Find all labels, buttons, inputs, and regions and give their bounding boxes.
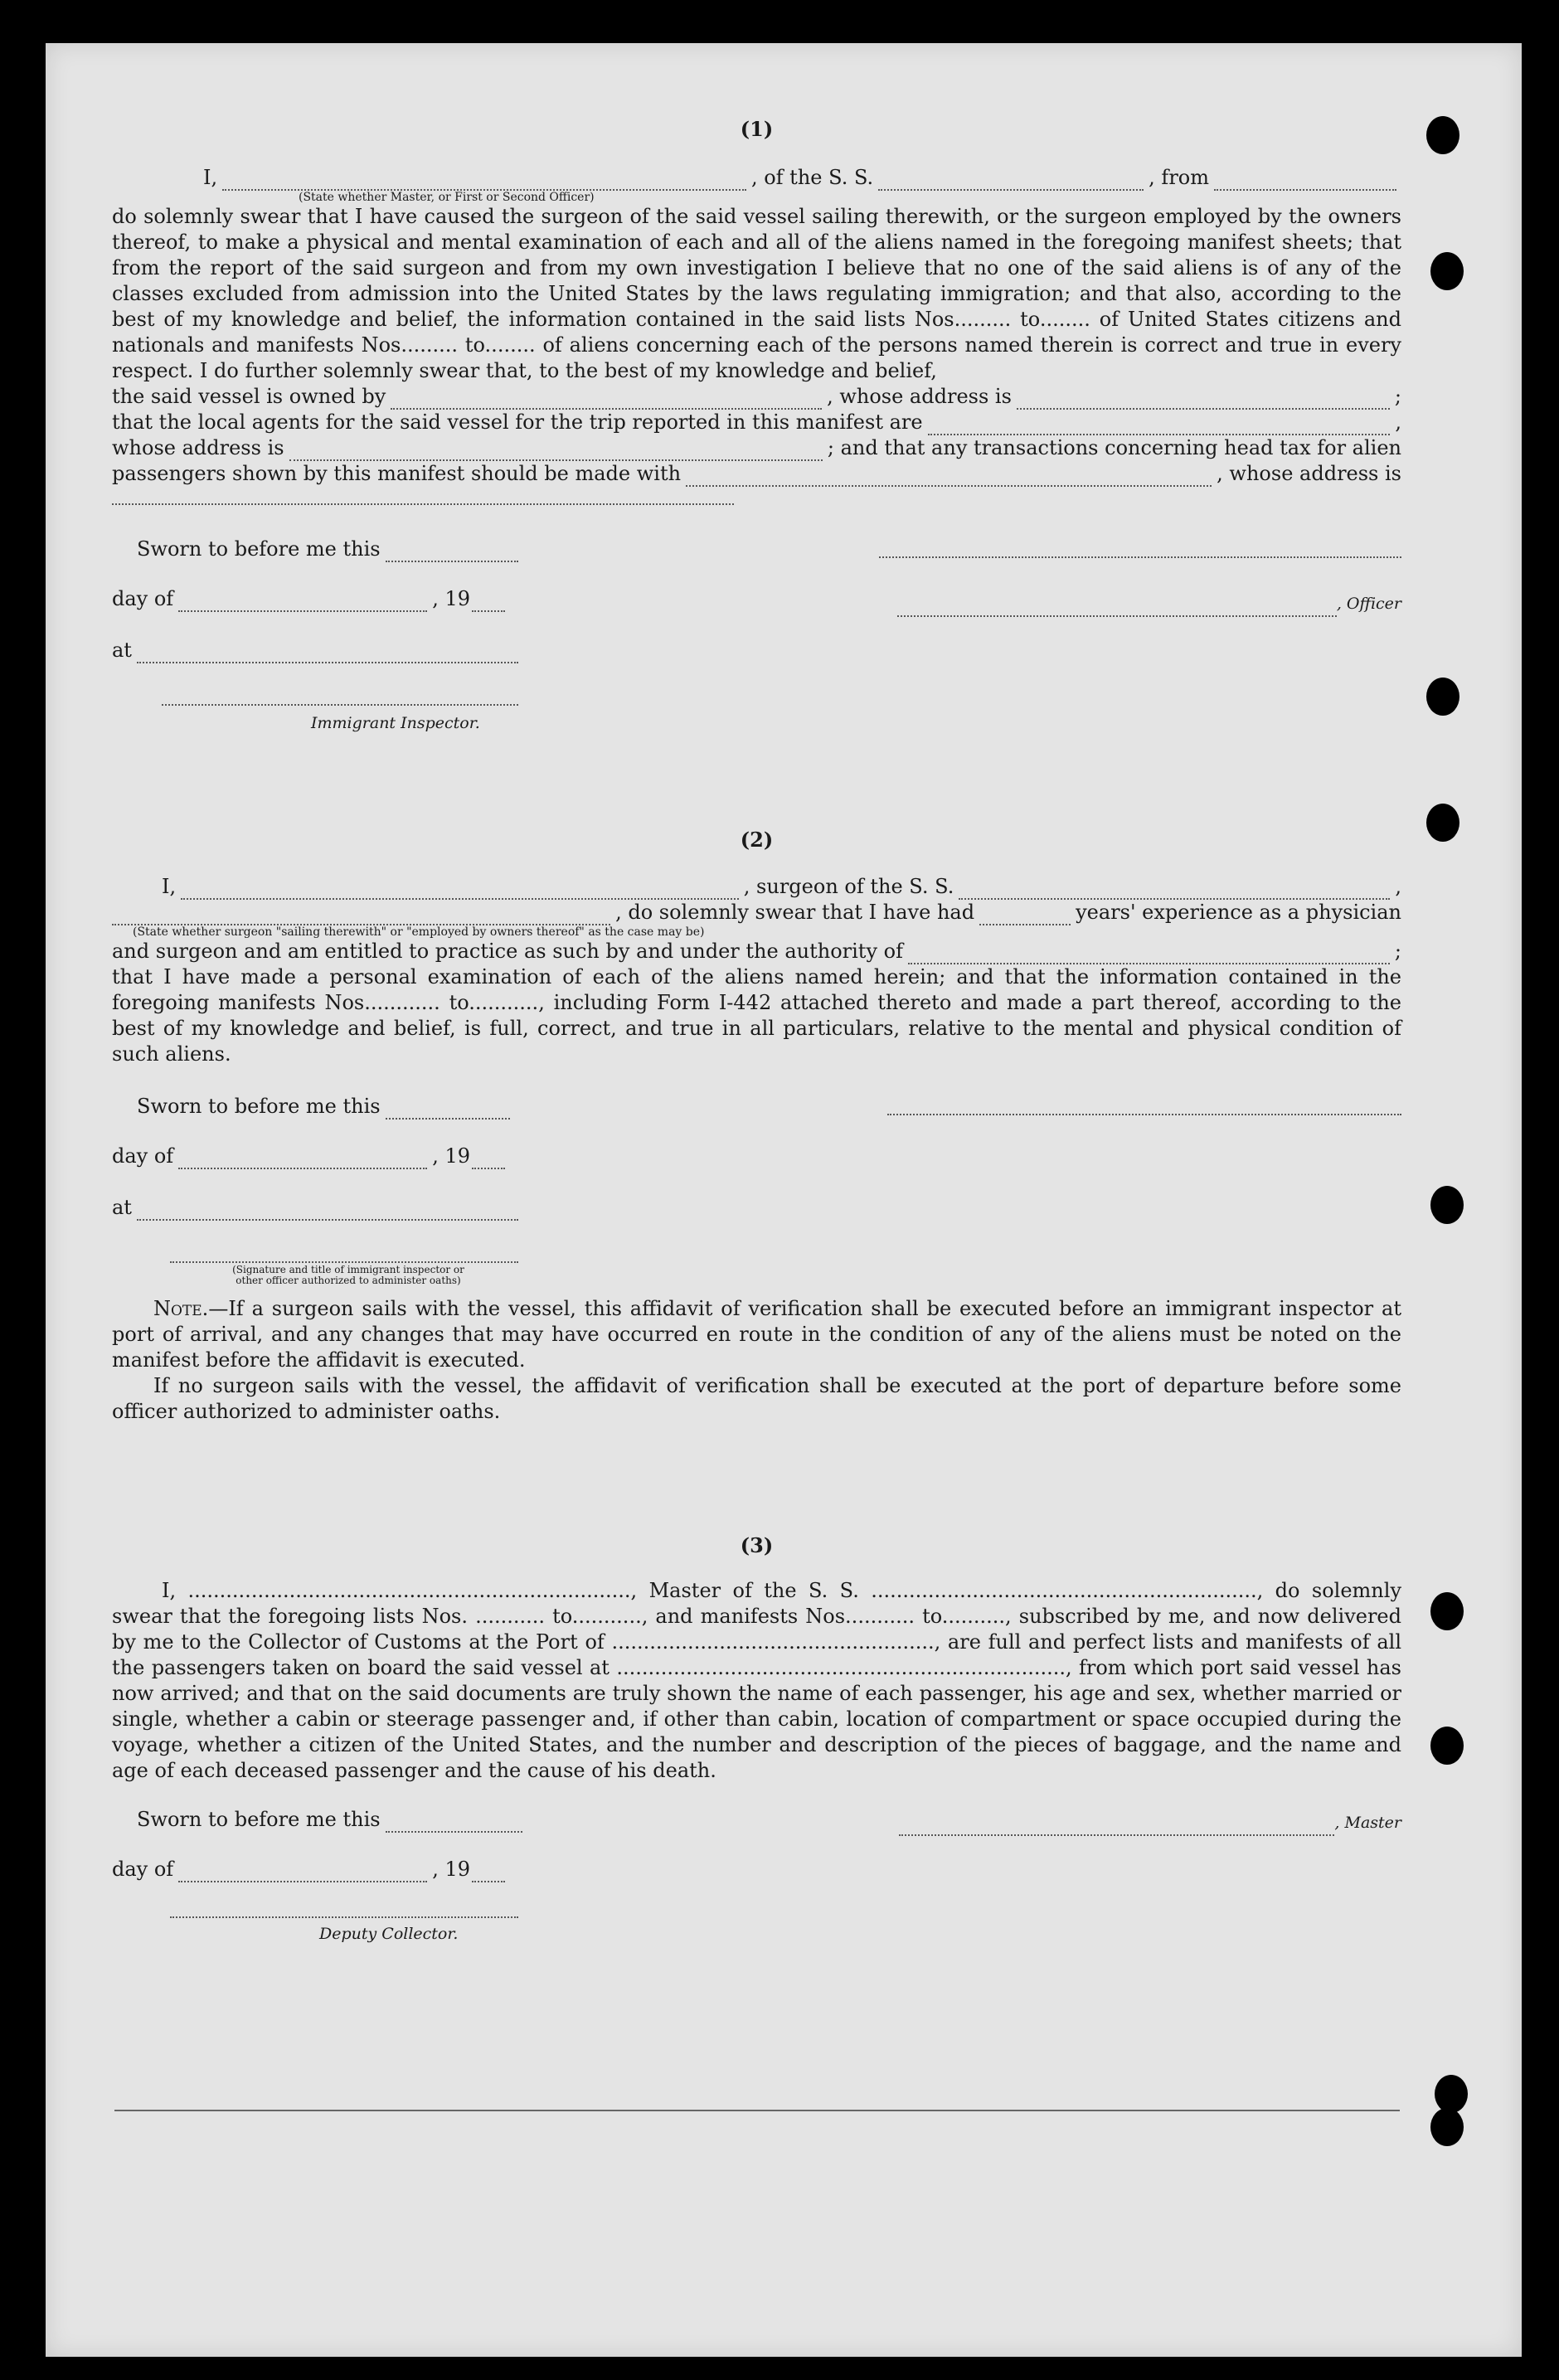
- section-1-line-1: I, , of the S. S. , from: [112, 165, 1401, 191]
- punch-hole: [1426, 804, 1459, 842]
- inspector-label: Immigrant Inspector.: [311, 714, 480, 732]
- punch-hole: [1430, 1727, 1464, 1765]
- sworn-day-field[interactable]: [386, 1101, 510, 1120]
- form-content: (1) I, , of the S. S. , from (State whether Master, or First or Second Officer) do solemnly swear that I have caused the surgeon of the said vessel sailing therewith, or the surgeon employed by the owners thereof, to make a physical and mental examination of each and all of the aliens named in the foregoing manifest sheets; that from the report of the said surgeon and from my own investigation I believe that no one of the said aliens is of any of the classes excluded from admission into the United States by the laws regulating immigration; and that also, according to the best of my knowledge and belief, the information contained in the said lists Nos......... to........ of United States citizens and nationals and manifests Nos......... to........ of aliens concerning each of the persons named therein is correct and true in every respect. I do further solemnly swear that, to the best of my knowledge and belief, the said vessel is owned by , whose address is ; that the local agents for the said vessel for the trip reported in this manifest are , whose address is ; and that any transactions concerning head tax for alien passengers shown by this manifest should be made with , whose address is Sworn to before me this day of , 19 at Immigrant Inspector. , Officer (2) I, , surgeon of the S. S. , , do solemnly swear that I have had years' experience as a physician (State whether surgeon "sailing therewith" or "employed by owners thereof" as the case may be) and surgeon and am entitled to practice as such by and under the authority of ; that I have made a personal examination of each of the aliens named herein; and that the information contained in the foregoing manifests Nos............ to..........., including Form I-442 attached thereto and made a part thereof, according to the best of my knowledge and belief, is full, correct, and true in all particulars, relative to the mental and physical condition of such aliens. Sworn to before me this day of , 19 at (Signature and title of immigrant inspector or other officer authorized to administer oaths) Note.—If a surgeon sails with the vessel, this affidavit of verification shall be executed before an immigrant inspector at port of arrival, and any changes that may have occurred en route in the condition of any of the aliens must be noted on the manifest before the affidavit is executed. If no surgeon sails with the vessel, the affidavit of verification shall be executed at the port of departure before some officer authorized to administer oaths. (3) I, ......................................................................, Master of the S. S. ............................................................., do solemnly swear that the foregoing lists Nos. ........... to..........., and manifests Nos........... to.........., subscribed by me, and now delivered by me to the Collector of Customs at the Port of ..................................................., are full and perfect lists and manifests of all the passengers taken on board the said vessel at ......................................................................., from which port said vessel has now arrived; and that on the said documents are truly shown the name of each passenger, his age and sex, whether married or single, whether a cabin or steerage passenger and, if other than cabin, location of compartment or space occupied during the voyage, whether a citizen of the United States, and the number and description of the pieces of baggage, and the name and age of each deceased passenger and the cause of his death. Sworn to before me this , Master day of , 19 Deputy Collector.: [112, 116, 1401, 1948]
- note-text: —If a surgeon sails with the vessel, this affidavit of verification shall be executed before an immigrant inspector at port of arrival, and any changes that may have occurred en route in the condition of any of the aliens must be noted on the manifest before the affidavit is executed.: [112, 1297, 1401, 1372]
- owner-address-field[interactable]: [1017, 391, 1390, 410]
- month-field[interactable]: [178, 594, 427, 612]
- agents-address-field[interactable]: [289, 443, 823, 461]
- surgeon-vessel-field[interactable]: [959, 882, 1390, 900]
- section-2-body: that I have made a personal examination of each of the aliens named herein; and that the information contained in the foregoing manifests Nos............ to..........., including Form I-442 attached thereto and made a part thereof, according to the best of my knowledge and belief, is full, correct, and true in all particulars, relative to the mental and physical condition of such aliens.: [112, 965, 1401, 1066]
- month-field[interactable]: [178, 1151, 427, 1169]
- head-tax-agent-field[interactable]: [686, 469, 1212, 487]
- surgeon-caption: (State whether surgeon "sailing therewith" or "employed by owners thereof" as the case may be): [133, 925, 705, 939]
- section-3-signatures: Sworn to before me this , Master day of , 19 Deputy Collector.: [112, 1807, 1401, 1948]
- officer-name-field[interactable]: [897, 599, 1337, 617]
- section-2-number: (2): [740, 828, 774, 852]
- master-signature-field[interactable]: [899, 1818, 1334, 1836]
- surgeon-status-field[interactable]: [112, 907, 610, 925]
- punch-hole: [1430, 252, 1464, 290]
- punch-hole: [1426, 116, 1459, 154]
- head-tax-address-field[interactable]: [112, 487, 734, 505]
- punch-hole: [1435, 2075, 1468, 2113]
- authority-field[interactable]: [908, 946, 1390, 964]
- sworn-day-field[interactable]: [386, 1814, 522, 1833]
- section-1-body: do solemnly swear that I have caused the surgeon of the said vessel sailing therewith, or the surgeon employed by the owners thereof, to make a physical and mental examination of each and all of the aliens named in the foregoing manifest sheets; that from the report of the said surgeon and from my own investigation I believe that no one of the said aliens is of any of the classes excluded from admission into the United States by the laws regulating immigration; and that also, according to the best of my knowledge and belief, the information contained in the said lists Nos......... to........ of United States citizens and nationals and manifests Nos......... to........ of aliens concerning each of the persons named therein is correct and true in every respect. I do further solemnly swear that, to the best of my knowledge and belief,: [112, 205, 1401, 382]
- month-field[interactable]: [178, 1864, 427, 1882]
- inspector-signature-field[interactable]: [162, 687, 518, 706]
- section-1-signatures: Sworn to before me this day of , 19 at Immigrant Inspector. , Officer: [112, 537, 1401, 736]
- officer-caption: (State whether Master, or First or Second Officer): [299, 191, 595, 204]
- signature-caption-2: other officer authorized to administer oaths): [236, 1275, 461, 1286]
- place-field[interactable]: [137, 645, 518, 663]
- year-field[interactable]: [472, 1864, 505, 1882]
- agents-field[interactable]: [928, 417, 1391, 435]
- vessel-field[interactable]: [878, 172, 1144, 191]
- year-field[interactable]: [472, 594, 505, 612]
- officer-signature-field[interactable]: [879, 540, 1401, 558]
- owner-field[interactable]: [391, 391, 822, 410]
- surgeon-name-field[interactable]: [181, 882, 739, 900]
- punch-hole: [1426, 678, 1459, 716]
- punch-hole: [1430, 1186, 1464, 1224]
- punch-hole: [1430, 2108, 1464, 2146]
- punch-hole: [1430, 1592, 1464, 1630]
- section-3-number: (3): [740, 1533, 774, 1557]
- year-field[interactable]: [472, 1151, 505, 1169]
- section-2-signatures: Sworn to before me this day of , 19 at (Signature and title of immigrant inspector or other officer authorized to administer oaths): [112, 1094, 1401, 1301]
- note-block: [112, 1296, 1401, 1425]
- inspector-signature-field[interactable]: [170, 1245, 518, 1263]
- note-label: Note.: [153, 1297, 209, 1320]
- collector-signature-field[interactable]: [170, 1900, 518, 1918]
- sworn-day-field[interactable]: [386, 544, 518, 562]
- collector-label: Deputy Collector.: [319, 1925, 459, 1943]
- section-3-body: I, ......................................................................, Master of the S. S. ............................................................., do solemnly swear that the foregoing lists Nos. ........... to..........., and manifests Nos........... to.........., subscribed by me, and now delivered by me to the Collector of Customs at the Port of ..................................................., are full and perfect lists and manifests of all the passengers taken on board the said vessel at ......................................................................., from which port said vessel has now arrived; and that on the said documents are truly shown the name of each passenger, his age and sex, whether married or single, whether a cabin or steerage passenger and, if other than cabin, location of compartment or space occupied during the voyage, whether a citizen of the United States, and the number and description of the pieces of baggage, and the name and age of each deceased passenger and the cause of his death.: [112, 1579, 1401, 1782]
- place-field[interactable]: [137, 1202, 518, 1221]
- from-field[interactable]: [1214, 172, 1396, 191]
- years-experience-field[interactable]: [979, 907, 1071, 925]
- bottom-rule: [114, 2110, 1400, 2111]
- note-text-2: If no surgeon sails with the vessel, the affidavit of verification shall be executed at the port of departure before some officer authorized to administer oaths.: [112, 1374, 1401, 1423]
- surgeon-signature-field[interactable]: [887, 1097, 1401, 1115]
- signature-caption-1: (Signature and title of immigrant inspector or: [232, 1264, 464, 1275]
- officer-field[interactable]: [222, 172, 746, 191]
- section-1-number: (1): [740, 117, 774, 141]
